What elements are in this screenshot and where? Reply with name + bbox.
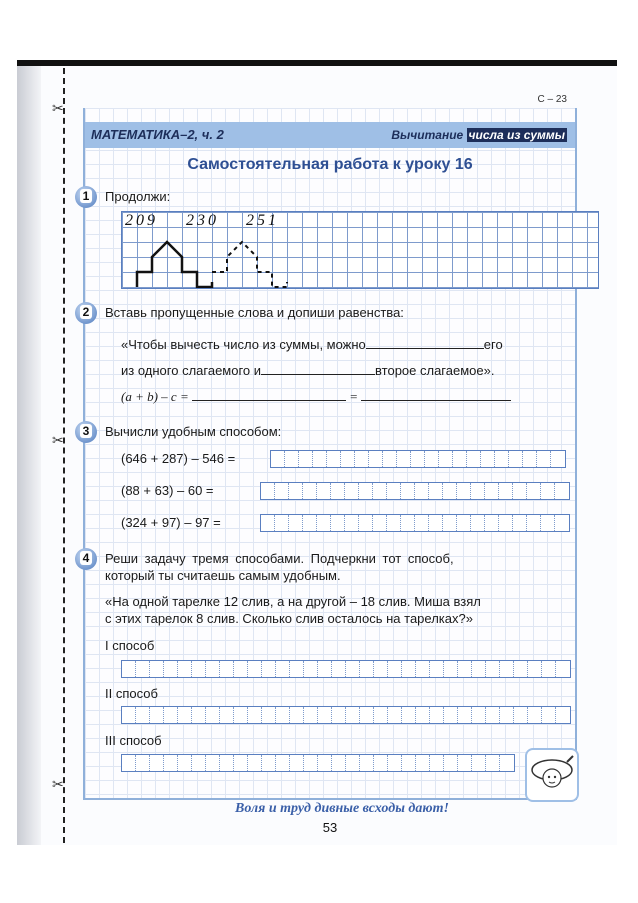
expression: (324 + 97) – 97 = xyxy=(121,515,221,530)
answer-cell[interactable] xyxy=(248,661,262,677)
answer-cell[interactable] xyxy=(551,451,565,467)
answer-cell[interactable] xyxy=(388,707,402,723)
answer-cell[interactable] xyxy=(374,707,388,723)
answer-cell[interactable] xyxy=(276,707,290,723)
answer-cell[interactable] xyxy=(439,451,453,467)
answer-cell[interactable] xyxy=(514,707,528,723)
answer-cell[interactable] xyxy=(528,707,542,723)
answer-cell[interactable] xyxy=(555,483,569,499)
cut-line xyxy=(63,68,65,843)
pattern-drawing xyxy=(122,212,598,288)
formula-equals: = xyxy=(349,389,359,404)
task-number: 1 xyxy=(80,189,92,203)
answer-cell[interactable] xyxy=(331,515,345,531)
answer-cell[interactable] xyxy=(542,707,556,723)
answer-cell[interactable] xyxy=(471,483,485,499)
answer-cell[interactable] xyxy=(528,661,542,677)
method-label: III способ xyxy=(105,733,162,748)
answer-cell[interactable] xyxy=(136,707,150,723)
task-number: 3 xyxy=(80,424,92,438)
task-number-badge xyxy=(75,548,97,570)
answer-cell[interactable] xyxy=(299,451,313,467)
answer-cell[interactable] xyxy=(360,707,374,723)
answer-cell[interactable] xyxy=(136,755,150,771)
answer-cell[interactable] xyxy=(388,755,402,771)
sequence-number: 209 xyxy=(125,212,158,229)
answer-cell[interactable] xyxy=(220,661,234,677)
answer-cell[interactable] xyxy=(556,707,570,723)
answer-cell[interactable] xyxy=(429,483,443,499)
answer-cells[interactable] xyxy=(260,514,570,532)
answer-cell[interactable] xyxy=(234,755,248,771)
answer-cell[interactable] xyxy=(178,755,192,771)
answer-cell[interactable] xyxy=(178,707,192,723)
topic-highlight: числа из суммы xyxy=(468,128,565,142)
motto: Воля и труд дивные всходы дают! xyxy=(235,801,449,816)
answer-cell[interactable] xyxy=(369,451,383,467)
answer-cell[interactable] xyxy=(444,661,458,677)
method-label: I способ xyxy=(105,638,155,653)
answer-cell[interactable] xyxy=(527,483,541,499)
answer-cell[interactable] xyxy=(397,451,411,467)
scan-edge xyxy=(17,60,617,66)
answer-cell[interactable] xyxy=(402,755,416,771)
answer-cell[interactable] xyxy=(471,515,485,531)
answer-cell[interactable] xyxy=(164,661,178,677)
answer-cell[interactable] xyxy=(486,661,500,677)
answer-cell[interactable] xyxy=(285,451,299,467)
answer-cell[interactable] xyxy=(150,755,164,771)
answer-cell[interactable] xyxy=(192,661,206,677)
answer-cell[interactable] xyxy=(346,707,360,723)
answer-cell[interactable] xyxy=(331,483,345,499)
answer-cell[interactable] xyxy=(416,707,430,723)
answer-cell[interactable] xyxy=(500,755,514,771)
answer-cell[interactable] xyxy=(262,707,276,723)
answer-cell[interactable] xyxy=(360,755,374,771)
answer-cell[interactable] xyxy=(486,707,500,723)
answer-cell[interactable] xyxy=(430,661,444,677)
answer-cell[interactable] xyxy=(276,661,290,677)
answer-cell[interactable] xyxy=(345,483,359,499)
answer-cell[interactable] xyxy=(401,483,415,499)
answer-cell[interactable] xyxy=(443,515,457,531)
answer-cell[interactable] xyxy=(383,451,397,467)
answer-cell[interactable] xyxy=(359,515,373,531)
answer-blank[interactable] xyxy=(192,388,346,401)
problem-text: «На одной тарелке 12 слив, а на другой – 18 слив. Миша взял xyxy=(105,594,481,609)
answer-cell[interactable] xyxy=(425,451,439,467)
answer-blank[interactable] xyxy=(366,336,484,349)
answer-cell[interactable] xyxy=(486,755,500,771)
answer-cell[interactable] xyxy=(556,661,570,677)
answer-cell[interactable] xyxy=(472,755,486,771)
answer-cell[interactable] xyxy=(373,515,387,531)
answer-cell[interactable] xyxy=(402,661,416,677)
answer-cell[interactable] xyxy=(261,483,275,499)
answer-cell[interactable] xyxy=(443,483,457,499)
answer-cell[interactable] xyxy=(485,483,499,499)
answer-cell[interactable] xyxy=(234,707,248,723)
answer-cell[interactable] xyxy=(206,661,220,677)
answer-cell[interactable] xyxy=(458,755,472,771)
answer-cell[interactable] xyxy=(136,661,150,677)
answer-cell[interactable] xyxy=(332,661,346,677)
answer-cell[interactable] xyxy=(430,707,444,723)
answer-cell[interactable] xyxy=(164,707,178,723)
answer-cell[interactable] xyxy=(178,661,192,677)
answer-cell[interactable] xyxy=(318,755,332,771)
answer-cells[interactable] xyxy=(260,482,570,500)
answer-cell[interactable] xyxy=(457,515,471,531)
answer-cells[interactable] xyxy=(121,754,515,772)
answer-cell[interactable] xyxy=(458,707,472,723)
answer-cell[interactable] xyxy=(289,515,303,531)
rule-text: из одного слагаемого и xyxy=(121,363,262,378)
rule-text: его xyxy=(483,337,503,352)
answer-cell[interactable] xyxy=(304,661,318,677)
formula-line xyxy=(121,388,511,405)
answer-cell[interactable] xyxy=(313,451,327,467)
answer-cell[interactable] xyxy=(472,707,486,723)
page-code: С – 23 xyxy=(537,94,567,105)
answer-cell[interactable] xyxy=(220,707,234,723)
answer-cell[interactable] xyxy=(275,515,289,531)
answer-cell[interactable] xyxy=(317,483,331,499)
rule-line-1 xyxy=(121,336,503,352)
answer-cell[interactable] xyxy=(150,661,164,677)
sequence-number: 230 xyxy=(186,212,219,229)
answer-cell[interactable] xyxy=(304,707,318,723)
answer-cell[interactable] xyxy=(248,707,262,723)
answer-cell[interactable] xyxy=(411,451,425,467)
answer-cell[interactable] xyxy=(458,661,472,677)
answer-cell[interactable] xyxy=(513,483,527,499)
answer-cell[interactable] xyxy=(234,661,248,677)
method-label: II способ xyxy=(105,686,158,701)
answer-cell[interactable] xyxy=(416,755,430,771)
answer-cell[interactable] xyxy=(122,707,136,723)
answer-cell[interactable] xyxy=(192,707,206,723)
answer-cell[interactable] xyxy=(327,451,341,467)
answer-cell[interactable] xyxy=(359,483,373,499)
rule-text: «Чтобы вычесть число из суммы, можно xyxy=(121,337,366,352)
answer-cell[interactable] xyxy=(429,515,443,531)
task1-sequence-grid[interactable] xyxy=(121,211,599,289)
answer-cell[interactable] xyxy=(527,515,541,531)
answer-cell[interactable] xyxy=(374,661,388,677)
answer-cell[interactable] xyxy=(355,451,369,467)
formula-lhs: (a + b) – c = xyxy=(121,389,189,404)
task-number-badge xyxy=(75,421,97,443)
scissors-icon: ✂ xyxy=(52,432,64,448)
task4-prompt: который ты считаешь самым удобным. xyxy=(105,568,341,583)
answer-cell[interactable] xyxy=(290,661,304,677)
answer-cell[interactable] xyxy=(387,515,401,531)
answer-cell[interactable] xyxy=(387,483,401,499)
sequence-number: 251 xyxy=(246,212,279,229)
topic-prefix: Вычитание xyxy=(391,128,467,142)
answer-cell[interactable] xyxy=(317,515,331,531)
pattern-dashed xyxy=(212,242,287,287)
rule-line-2 xyxy=(121,362,494,378)
answer-cell[interactable] xyxy=(122,755,136,771)
answer-cell[interactable] xyxy=(499,515,513,531)
task-number-badge xyxy=(75,186,97,208)
answer-cell[interactable] xyxy=(523,451,537,467)
answer-cell[interactable] xyxy=(271,451,285,467)
answer-cell[interactable] xyxy=(332,707,346,723)
answer-cell[interactable] xyxy=(467,451,481,467)
answer-cell[interactable] xyxy=(500,661,514,677)
task-number: 2 xyxy=(80,305,92,319)
answer-cell[interactable] xyxy=(332,755,346,771)
book-spine-shadow xyxy=(17,66,41,845)
book-title: МАТЕМАТИКА–2, ч. 2 xyxy=(91,127,224,142)
answer-blank[interactable] xyxy=(361,388,511,401)
answer-cell[interactable] xyxy=(416,661,430,677)
answer-cell[interactable] xyxy=(290,707,304,723)
answer-cell[interactable] xyxy=(481,451,495,467)
page-title: Самостоятельная работа к уроку 16 xyxy=(187,156,473,173)
answer-cell[interactable] xyxy=(290,755,304,771)
answer-cell[interactable] xyxy=(345,515,359,531)
answer-cell[interactable] xyxy=(164,755,178,771)
answer-cell[interactable] xyxy=(495,451,509,467)
pattern-solid xyxy=(137,242,212,287)
answer-cell[interactable] xyxy=(415,515,429,531)
rule-text: второе слагаемое». xyxy=(375,363,495,378)
answer-cell[interactable] xyxy=(275,483,289,499)
task3-prompt: Вычисли удобным способом: xyxy=(105,424,282,439)
answer-cell[interactable] xyxy=(346,755,360,771)
answer-cell[interactable] xyxy=(192,755,206,771)
scissors-icon: ✂ xyxy=(52,100,64,116)
answer-cell[interactable] xyxy=(248,755,262,771)
answer-cell[interactable] xyxy=(453,451,467,467)
answer-cell[interactable] xyxy=(318,707,332,723)
answer-cell[interactable] xyxy=(206,707,220,723)
answer-cell[interactable] xyxy=(513,515,527,531)
answer-cell[interactable] xyxy=(150,707,164,723)
answer-cell[interactable] xyxy=(341,451,355,467)
answer-cell[interactable] xyxy=(472,661,486,677)
answer-cell[interactable] xyxy=(220,755,234,771)
answer-cell[interactable] xyxy=(485,515,499,531)
answer-cell[interactable] xyxy=(537,451,551,467)
answer-cell[interactable] xyxy=(542,661,556,677)
worksheet xyxy=(82,94,577,835)
answer-cell[interactable] xyxy=(262,661,276,677)
answer-cell[interactable] xyxy=(514,661,528,677)
answer-cells[interactable] xyxy=(121,706,571,724)
answer-cell[interactable] xyxy=(430,755,444,771)
task-number-badge xyxy=(75,302,97,324)
answer-cell[interactable] xyxy=(276,755,290,771)
answer-cell[interactable] xyxy=(555,515,569,531)
expression: (88 + 63) – 60 = xyxy=(121,483,214,498)
header-band xyxy=(85,122,575,148)
answer-cell[interactable] xyxy=(444,755,458,771)
answer-cell[interactable] xyxy=(415,483,429,499)
answer-blank[interactable] xyxy=(261,362,375,375)
answer-cell[interactable] xyxy=(262,755,276,771)
task-number: 4 xyxy=(80,551,92,565)
answer-cell[interactable] xyxy=(374,755,388,771)
answer-cell[interactable] xyxy=(499,483,513,499)
answer-cell[interactable] xyxy=(388,661,402,677)
task2-prompt: Вставь пропущенные слова и допиши равенства: xyxy=(105,305,404,320)
answer-cell[interactable] xyxy=(500,707,514,723)
answer-cells[interactable] xyxy=(121,660,571,678)
answer-cell[interactable] xyxy=(206,755,220,771)
answer-cell[interactable] xyxy=(373,483,387,499)
answer-cell[interactable] xyxy=(444,707,458,723)
answer-cell[interactable] xyxy=(346,661,360,677)
answer-cell[interactable] xyxy=(509,451,523,467)
answer-cell[interactable] xyxy=(318,661,332,677)
expression: (646 + 287) – 546 = xyxy=(121,451,236,466)
answer-cell[interactable] xyxy=(360,661,374,677)
answer-cell[interactable] xyxy=(457,483,471,499)
mascot-hat-boy-icon xyxy=(525,748,579,802)
answer-cell[interactable] xyxy=(261,515,275,531)
task1-prompt: Продолжи: xyxy=(105,189,171,204)
answer-cell[interactable] xyxy=(401,515,415,531)
answer-cell[interactable] xyxy=(402,707,416,723)
answer-cell[interactable] xyxy=(541,483,555,499)
problem-text: с этих тарелок 8 слив. Сколько слив осталось на тарелках?» xyxy=(105,611,473,626)
answer-cell[interactable] xyxy=(541,515,555,531)
answer-cell[interactable] xyxy=(303,483,317,499)
answer-cell[interactable] xyxy=(304,755,318,771)
answer-cell[interactable] xyxy=(289,483,303,499)
answer-cell[interactable] xyxy=(122,661,136,677)
scissors-icon: ✂ xyxy=(52,776,64,792)
answer-cells[interactable] xyxy=(270,450,566,468)
lesson-topic xyxy=(391,128,567,142)
task4-prompt: Реши задачу тремя способами. Подчеркни тот способ, xyxy=(105,551,454,566)
answer-cell[interactable] xyxy=(303,515,317,531)
page-number: 53 xyxy=(322,820,338,835)
